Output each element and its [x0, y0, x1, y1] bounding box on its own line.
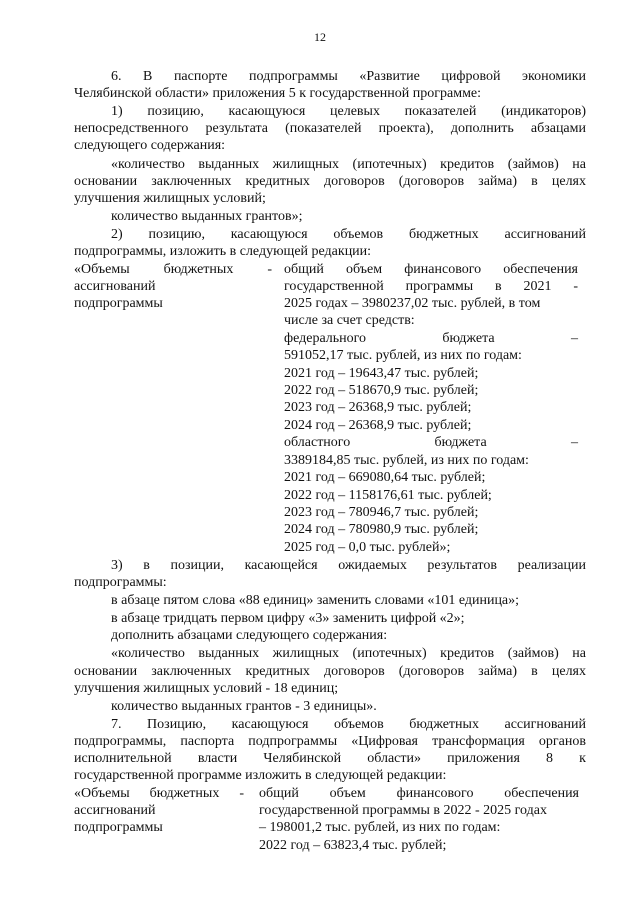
text-line: 2025 год – 0,0 тыс. рублей»;	[284, 540, 451, 555]
text-line: количество выданных грантов»;	[111, 209, 303, 224]
text-line: 7. Позицию, касающуюся объемов бюджетных ассигнований	[111, 717, 586, 732]
text-line: 2022 год – 1158176,61 тыс. рублей;	[284, 488, 492, 503]
text-line: «количество выданных жилищных (ипотечных) кредитов (займов) на	[111, 646, 586, 661]
text-line: 2024 год – 780980,9 тыс. рублей;	[284, 522, 479, 537]
text-line: 3) в позиции, касающейся ожидаемых результатов реализации	[111, 558, 586, 573]
text-line: 2021 год – 669080,64 тыс. рублей;	[284, 470, 486, 485]
text-line: ассигнований	[74, 279, 156, 294]
text-line: подпрограммы	[74, 820, 163, 835]
text-line: 2023 год – 26368,9 тыс. рублей;	[284, 400, 472, 415]
text-line: федерального бюджета –	[284, 331, 578, 346]
text-line: подпрограммы	[74, 296, 163, 311]
text-line: – 198001,2 тыс. рублей, из них по годам:	[259, 820, 501, 835]
text-line: ассигнований	[74, 803, 156, 818]
text-line: числе за счет средств:	[284, 313, 415, 328]
text-line: 6. В паспорте подпрограммы «Развитие цифровой экономики	[111, 69, 586, 84]
text-line: 2024 год – 26368,9 тыс. рублей;	[284, 418, 472, 433]
text-line: основании заключенных кредитных договоров (договоров займа) в целях	[74, 174, 586, 189]
text-line: 1) позицию, касающуюся целевых показателей (индикаторов)	[111, 104, 586, 119]
text-line: улучшения жилищных условий - 18 единиц;	[74, 681, 339, 696]
text-line: областного бюджета –	[284, 435, 578, 450]
text-line: 2023 год – 780946,7 тыс. рублей;	[284, 505, 479, 520]
text-line: 2025 годах – 3980237,02 тыс. рублей, в том	[284, 296, 541, 311]
text-line: 2) позицию, касающуюся объемов бюджетных ассигнований	[111, 227, 586, 242]
text-line: государственной программе изложить в следующей редакции:	[74, 768, 447, 783]
text-line: улучшения жилищных условий;	[74, 191, 266, 206]
text-line: непосредственного результата (показателей проекта), дополнить абзацами	[74, 121, 586, 136]
text-line: общий объем финансового обеспечения	[284, 262, 578, 277]
text-line: 2021 год – 19643,47 тыс. рублей;	[284, 366, 479, 381]
text-line: 591052,17 тыс. рублей, из них по годам:	[284, 348, 522, 363]
text-line: подпрограммы, паспорта подпрограммы «Цифровая трансформация органов	[74, 734, 586, 749]
text-line: 2022 год – 63823,4 тыс. рублей;	[259, 838, 447, 853]
text-line: «Объемы бюджетных -	[74, 262, 272, 277]
page-number: 12	[314, 30, 326, 44]
text-line: подпрограммы:	[74, 575, 167, 590]
text-line: количество выданных грантов - 3 единицы».	[111, 699, 377, 714]
text-line: в абзаце пятом слова «88 единиц» заменить словами «101 единица»;	[111, 593, 520, 608]
text-line: 3389184,85 тыс. рублей, из них по годам:	[284, 453, 529, 468]
text-line: дополнить абзацами следующего содержания:	[111, 628, 388, 643]
text-line: «количество выданных жилищных (ипотечных) кредитов (займов) на	[111, 157, 586, 172]
text-line: исполнительной власти Челябинской области» приложения 8 к	[74, 751, 586, 766]
text-line: государственной программы в 2021 -	[284, 279, 578, 294]
text-line: подпрограммы, изложить в следующей редакции:	[74, 244, 372, 259]
text-line: в абзаце тридцать первом цифру «3» заменить цифрой «2»;	[111, 611, 465, 626]
text-line: государственной программы в 2022 - 2025 годах	[259, 803, 547, 818]
text-line: основании заключенных кредитных договоров (договоров займа) в целях	[74, 664, 586, 679]
text-line: общий объем финансового обеспечения	[259, 786, 579, 801]
text-line: «Объемы бюджетных -	[74, 786, 244, 801]
text-line: следующего содержания:	[74, 138, 226, 153]
text-line: Челябинской области» приложения 5 к государственной программе:	[74, 86, 482, 101]
text-line: 2022 год – 518670,9 тыс. рублей;	[284, 383, 479, 398]
